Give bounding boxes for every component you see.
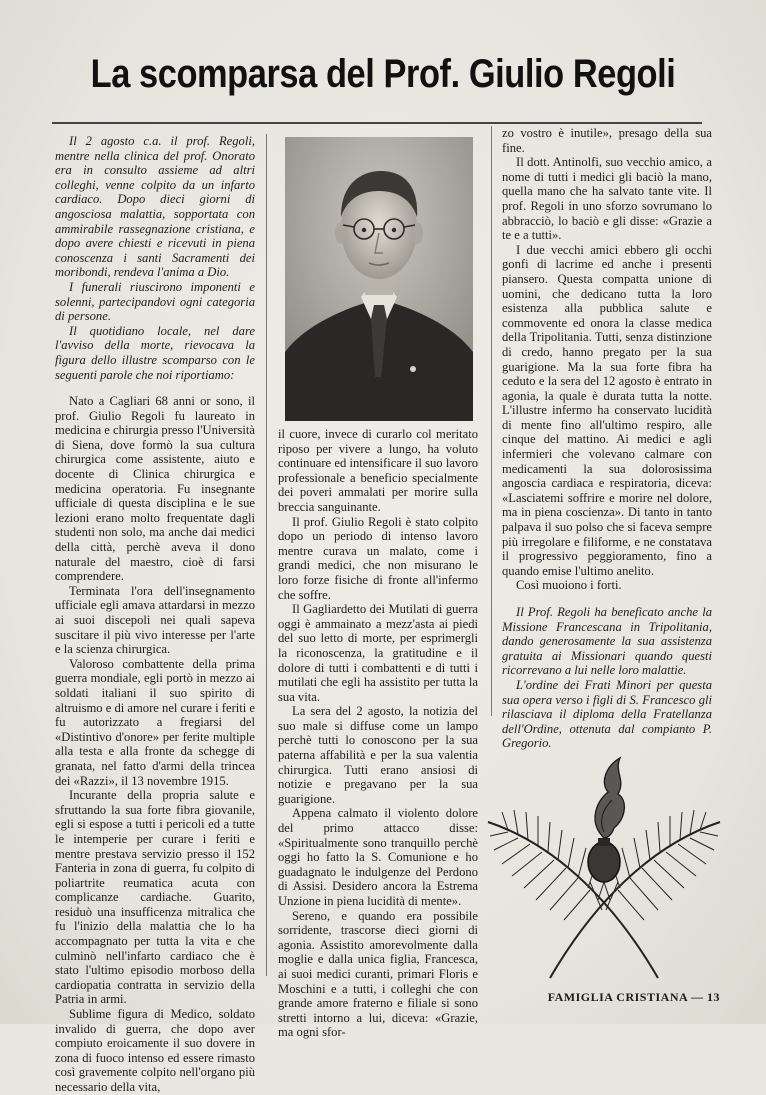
body-paragraph: Il prof. Giulio Regoli è stato colpito dopo un periodo di intenso lavoro mentre curava un malato, come i grandi medici, che non misurano le loro forze fisiche di fronte all'infermo che soffre. [278, 514, 478, 602]
headline-rule [52, 122, 702, 124]
portrait-photo-graphic [285, 137, 473, 421]
flaming-grenade-emblem-icon [488, 752, 720, 984]
body-paragraph: il cuore, invece di curarlo col meritato riposo per vivere a lungo, ha voluto continuare ed intensificare il suo lavoro professionale a beneficio specialmente dei poveri ammalati per morire sulla breccia sanguinante. [278, 427, 478, 514]
body-paragraph: Valoroso combattente della prima guerra mondiale, egli portò in mezzo ai soldati italiani il suo spirito di altruismo e di amore nel curare i feriti e fu autorizzato a fregiarsi del «Distintivo d'onore» per ferite multiple alla testa e alla fronte da schegge di granata, nel fatto d'armi della trincea dei «Razzi», il 13 novembre 1915. [55, 656, 256, 788]
column-2 [278, 427, 478, 1040]
body-paragraph: Il dott. Antinolfi, suo vecchio amico, a nome di tutti i medici gli baciò la mano, quella mano che ha salvato tante vite. Il prof. Regoli in uno sforzo sovrumano lo abbracciò, lo baciò e gli disse: «Grazie a te e a tutti». [502, 155, 712, 243]
body-paragraph: zo vostro è inutile», presago della sua fine. [502, 126, 712, 155]
body-paragraph: Terminata l'ora dell'insegnamento ufficiale egli amava attardarsi in mezzo ai suoi discepoli nei quali sapeva suscitare il più vivo interesse per l'arte e la scienza chirurgica. [55, 583, 255, 657]
body-paragraph: Incurante della propria salute e sfruttando la sua forte fibra giovanile, egli si espose a tutti i pericoli ed a tutte le intemperie per curare i feriti e mentre prestava servizio presso il 152 Fanteria in zona di guerra, fu colpito di poliartrite reumatica acuta con complicanze cardiache. Guarito, residuò una insufficenza mitralica che fu l'inizio della malattia che lo ha accompagnato per tutta la vita e che culminò nell'infarto cardiaco che è stato l'ultimo episodio morboso della cardiopatia contratta in servizio della Patria in armi. [55, 788, 255, 1007]
closing-paragraph: L'ordine dei Frati Minori per questa sua opera verso i figli di S. Francesco gli rilasciava il diploma della Fratellanza dell'Ordine, ottenuta dal compianto P. Gregorio. [502, 677, 712, 751]
body-paragraph: Nato a Cagliari 68 anni or sono, il prof. Giulio Regoli fu laureato in medicina e chirurgia presso l'Università di Siena, dove formò la sua cultura chirurgica come assistente, aiuto e docente di Clinica chirurgica e medicina operatoria. Fu insegnante ufficiale di questa disciplina e le sue lezioni erano molto frequentate dagli studenti non solo, ma anche dai medici della città, perchè aveva il dono naturale del maestro, cioè di farsi comprendere. [55, 394, 255, 584]
column-divider-1 [266, 134, 267, 976]
closing-paragraph: Il Prof. Regoli ha beneficato anche la Missione Francescana in Tripolitania, dando generosamente la sua assistenza gratuita ai Missionari quando questi ricorrevano a lui nelle loro malattie. [502, 605, 712, 678]
column-divider-2 [491, 126, 492, 716]
body-paragraph: Così muoiono i forti. [516, 578, 622, 593]
intro-paragraph: Il 2 agosto c.a. il prof. Regoli, mentre nella clinica del prof. Onorato era in consulto assieme ad altri colleghi, venne colpito da un infarto cardiaco. Dopo dieci giorni di angosciosa malattia, sopportata con ammirabile rassegnazione cristiana, e dopo avere chiesti e ricevuti in piena conoscenza i santi Sacramenti dei moribondi, rendeva l'anima a Dio. [55, 134, 255, 280]
body-paragraph: I due vecchi amici ebbero gli occhi gonfi di lacrime ed anche i presenti piansero. Questa compatta unione di uomini, che dedicano tutta la loro esistenza alla pubblica salute e commovente ed onora la classe medica della Tripolitania. Tutti, senza distinzione di credo, hanno pregato per la sua guarigione. Ma la sua forte fibra ha ceduto e la sera del 12 agosto è entrato in agonia, la quale è durata tutta la notte. L'illustre infermo ha conservato lucidità di mente fino all'ultimo respiro, alle cinque del mattino. Ai medici e agli infermieri che volevano calmare con medicamenti la sua dolorosissima angoscia cardiaca e respiratoria, diceva: «Lasciatemi soffrire e morire nel dolore, ma in piena coscienza». Di tanto in tanto palpava il suo polso che si faceva sempre più irregolare e filiforme, e ne constatava il progressivo peggioramento, fino a quando emise l'ultimo anelito. [502, 242, 712, 578]
column-3 [502, 126, 712, 751]
body-paragraph: Sublime figura di Medico, soldato invalido di guerra, che dopo aver compiuto eroicamente il suo dovere in zona di fuoco intenso ed essere rimasto così gravemente colpito nell'organo più necessario della vita, [55, 1007, 255, 1094]
column-1 [55, 134, 256, 1094]
body-paragraph: Appena calmato il violento dolore del primo attacco disse: «Spiritualmente sono tranquillo perchè oggi ho fatto la S. Comunione e ho guadagnato le indulgenze del Perdono di Assisi. Desidero ancora la Estrema Unzione in piena lucidità di mente». [278, 806, 478, 908]
intro-paragraph: I funerali riuscirono imponenti e solenni, partecipandovi ogni categoria di persone. [55, 279, 255, 324]
page-footer: FAMIGLIA CRISTIANA — 13 [547, 990, 720, 1004]
portrait-photo [285, 137, 473, 421]
intro-paragraph: Il quotidiano locale, nel dare l'avviso della morte, rievocava la figura dello illustre scomparso con le seguenti parole che noi riportiamo: [55, 323, 255, 382]
body-paragraph: Il Gagliardetto dei Mutilati di guerra oggi è ammainato a mezz'asta ai piedi del suo letto di morte, per esprimergli la riconoscenza, la gratitudine e il dolore di tutti i combattenti e di tutti i mutilati che egli ha assistito per tutta la sua vita. [278, 602, 478, 704]
body-paragraph: La sera del 2 agosto, la notizia del suo male si diffuse come un lampo perchè tutti lo conoscono per la sua paterna affabilità e per la sua valentia chirurgica. Tutti erano ansiosi di notizie e pregavano per la sua guarigione. [278, 704, 478, 806]
body-paragraph: Sereno, e quando era possibile sorridente, trascorse dieci giorni di agonia. Assistito amorevolmente dalla moglie e dalla unica figlia, Francesca, ai suoi medici curanti, primari Floris e Moschini e a tutti, i colleghi che con grande amore fraterno e filiale si sono stretti intorno a lui, diceva: «Grazie, ma ogni sfor- [278, 908, 478, 1040]
headline: La scomparsa del Prof. Giulio Regoli [90, 52, 676, 96]
